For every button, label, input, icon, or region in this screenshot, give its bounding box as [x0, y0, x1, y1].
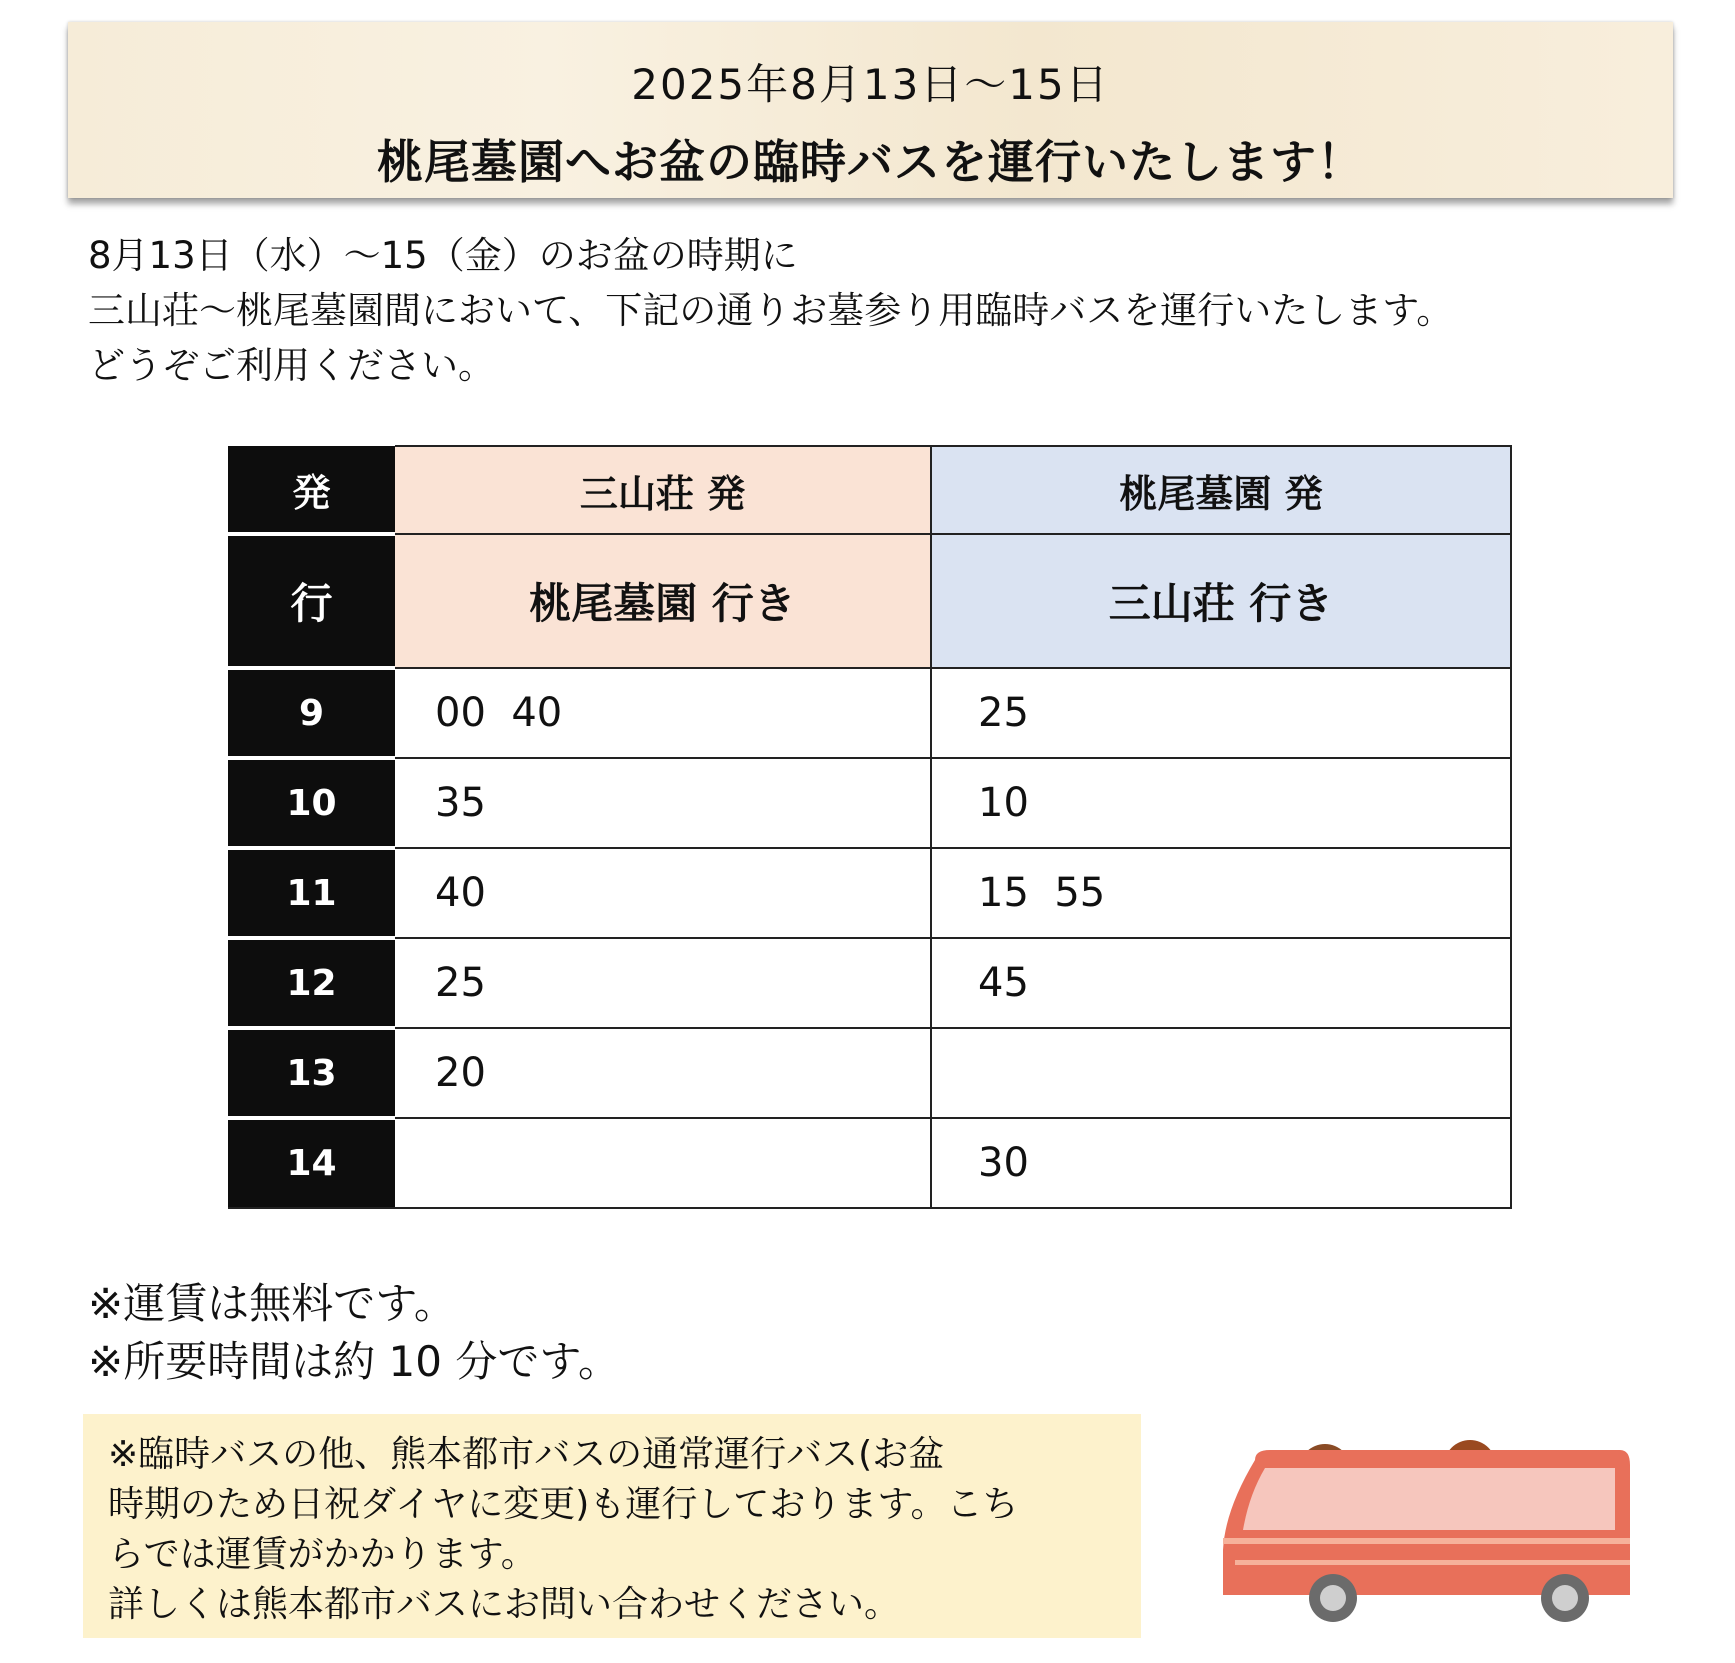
times-b: 45 [931, 938, 1511, 1028]
timetable [228, 445, 1512, 1209]
col-a-depart: 三山荘 発 [395, 446, 931, 534]
times-b: 10 [931, 758, 1511, 848]
times-b: 25 [931, 668, 1511, 758]
times-a: 40 [395, 848, 931, 938]
info-line: らでは運賃がかかります。 [108, 1534, 537, 1575]
intro-text [88, 228, 1453, 393]
times-a: 25 [395, 938, 931, 1028]
intro-line: 三山荘～桃尾墓園間において、下記の通りお墓参り用臨時バスを運行いたします。 [88, 289, 1454, 332]
col-a-dest: 桃尾墓園 行き [395, 534, 931, 668]
times-a: 20 [395, 1028, 931, 1118]
info-line: 時期のため日祝ダイヤに変更)も運行しております。こち [108, 1484, 1019, 1525]
bus-with-family-icon [1215, 1420, 1635, 1640]
table-row [228, 848, 1511, 938]
hour-cell: 14 [228, 1118, 395, 1208]
row-label-dest: 行 [228, 534, 395, 668]
col-b-depart: 桃尾墓園 発 [931, 446, 1511, 534]
intro-line: どうぞご利用ください。 [88, 344, 495, 387]
note-fare: ※運賃は無料です。 [88, 1279, 456, 1328]
title-banner [68, 22, 1673, 198]
table-row [228, 1028, 1511, 1118]
info-line: 詳しくは熊本都市バスにお問い合わせください。 [108, 1584, 901, 1625]
table-row [228, 668, 1511, 758]
times-b: 15 55 [931, 848, 1511, 938]
event-date: 2025年8月13日～15日 [631, 60, 1110, 109]
times-b: 30 [931, 1118, 1511, 1208]
times-a: 00 40 [395, 668, 931, 758]
table-row [228, 758, 1511, 848]
hour-cell: 12 [228, 938, 395, 1028]
hour-cell: 11 [228, 848, 395, 938]
row-label-depart: 発 [228, 446, 395, 534]
times-a: 35 [395, 758, 931, 848]
hour-cell: 10 [228, 758, 395, 848]
intro-line: 8月13日（水）～15（金）のお盆の時期に [88, 234, 798, 277]
times-a [395, 1118, 931, 1208]
times-b [931, 1028, 1511, 1118]
hour-cell: 9 [228, 668, 395, 758]
hour-cell: 13 [228, 1028, 395, 1118]
note-duration: ※所要時間は約 10 分です。 [88, 1337, 620, 1386]
table-row [228, 938, 1511, 1028]
info-line: ※臨時バスの他、熊本都市バスの通常運行バス(お盆 [108, 1434, 945, 1475]
notes [88, 1275, 620, 1391]
info-box [83, 1414, 1141, 1638]
col-b-dest: 三山荘 行き [931, 534, 1511, 668]
headline: 桃尾墓園へお盆の臨時バスを運行いたします！ [377, 135, 1364, 189]
table-row [228, 1118, 1511, 1208]
